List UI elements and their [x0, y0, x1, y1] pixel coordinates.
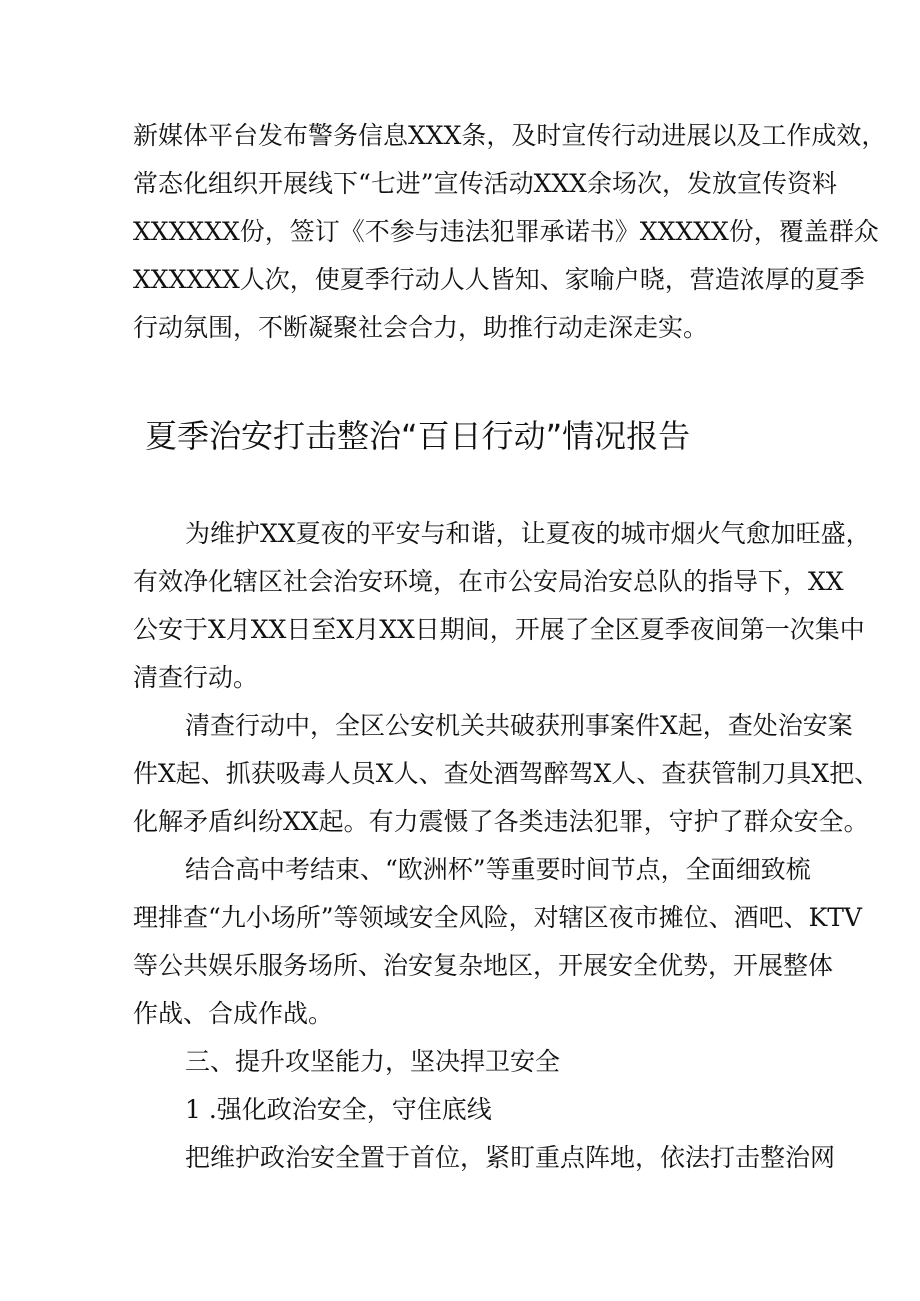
text-line: 行动氛围，不断凝聚社会合力，助推行动走深走实。: [133, 313, 709, 342]
subsection-heading: 1 .强化政治安全，守住底线: [185, 1095, 492, 1124]
report-body: [133, 510, 880, 1182]
intro-paragraph: [133, 112, 887, 352]
text-line: 新媒体平台发布警务信息XXX条，及时宣传行动进展以及工作成效，: [133, 121, 887, 150]
text-line: 化解矛盾纠纷XX起。有力震慑了各类违法犯罪，守护了群众安全。: [133, 807, 869, 836]
document-title: 夏季治安打击整治“百日行动”情况报告: [145, 417, 691, 455]
paragraph-first-line: 清查行动中，全区公安机关共破获刑事案件X起，查处治安案: [185, 711, 853, 740]
text-line: 作战、合成作战。: [133, 999, 334, 1028]
text-line: 清查行动。: [133, 663, 259, 692]
section-heading: 三、提升攻坚能力，坚决捍卫安全: [185, 1047, 561, 1076]
text-line: XXXXXX份，签订《不参与违法犯罪承诺书》XXXXX份，覆盖群众: [133, 217, 879, 246]
text-line: 常态化组织开展线下“七进”宣传活动XXX余场次，发放宣传资料: [133, 169, 837, 198]
text-line: 理排查“九小场所”等领域安全风险，对辖区夜市摊位、酒吧、KTV: [133, 903, 862, 932]
text-line: 件X起、抓获吸毒人员X人、查处酒驾醉驾X人、查获管制刀具X把、: [133, 759, 880, 788]
text-line: 公安于X月XX日至X月XX日期间，开展了全区夏季夜间第一次集中: [133, 615, 865, 644]
paragraph-first-line: 把维护政治安全置于首位，紧盯重点阵地，依法打击整治网: [185, 1143, 836, 1172]
paragraph-first-line: 为维护XX夏夜的平安与和谐，让夏夜的城市烟火气愈加旺盛，: [185, 519, 871, 548]
paragraph-first-line: 结合高中考结束、“欧洲杯”等重要时间节点，全面细致梳: [185, 855, 811, 884]
text-line: XXXXXX人次，使夏季行动人人皆知、家喻户晓，营造浓厚的夏季: [133, 265, 865, 294]
text-line: 等公共娱乐服务场所、治安复杂地区，开展安全优势，开展整体: [133, 951, 834, 980]
text-line: 有效净化辖区社会治安环境，在市公安局治安总队的指导下，XX: [133, 567, 844, 596]
